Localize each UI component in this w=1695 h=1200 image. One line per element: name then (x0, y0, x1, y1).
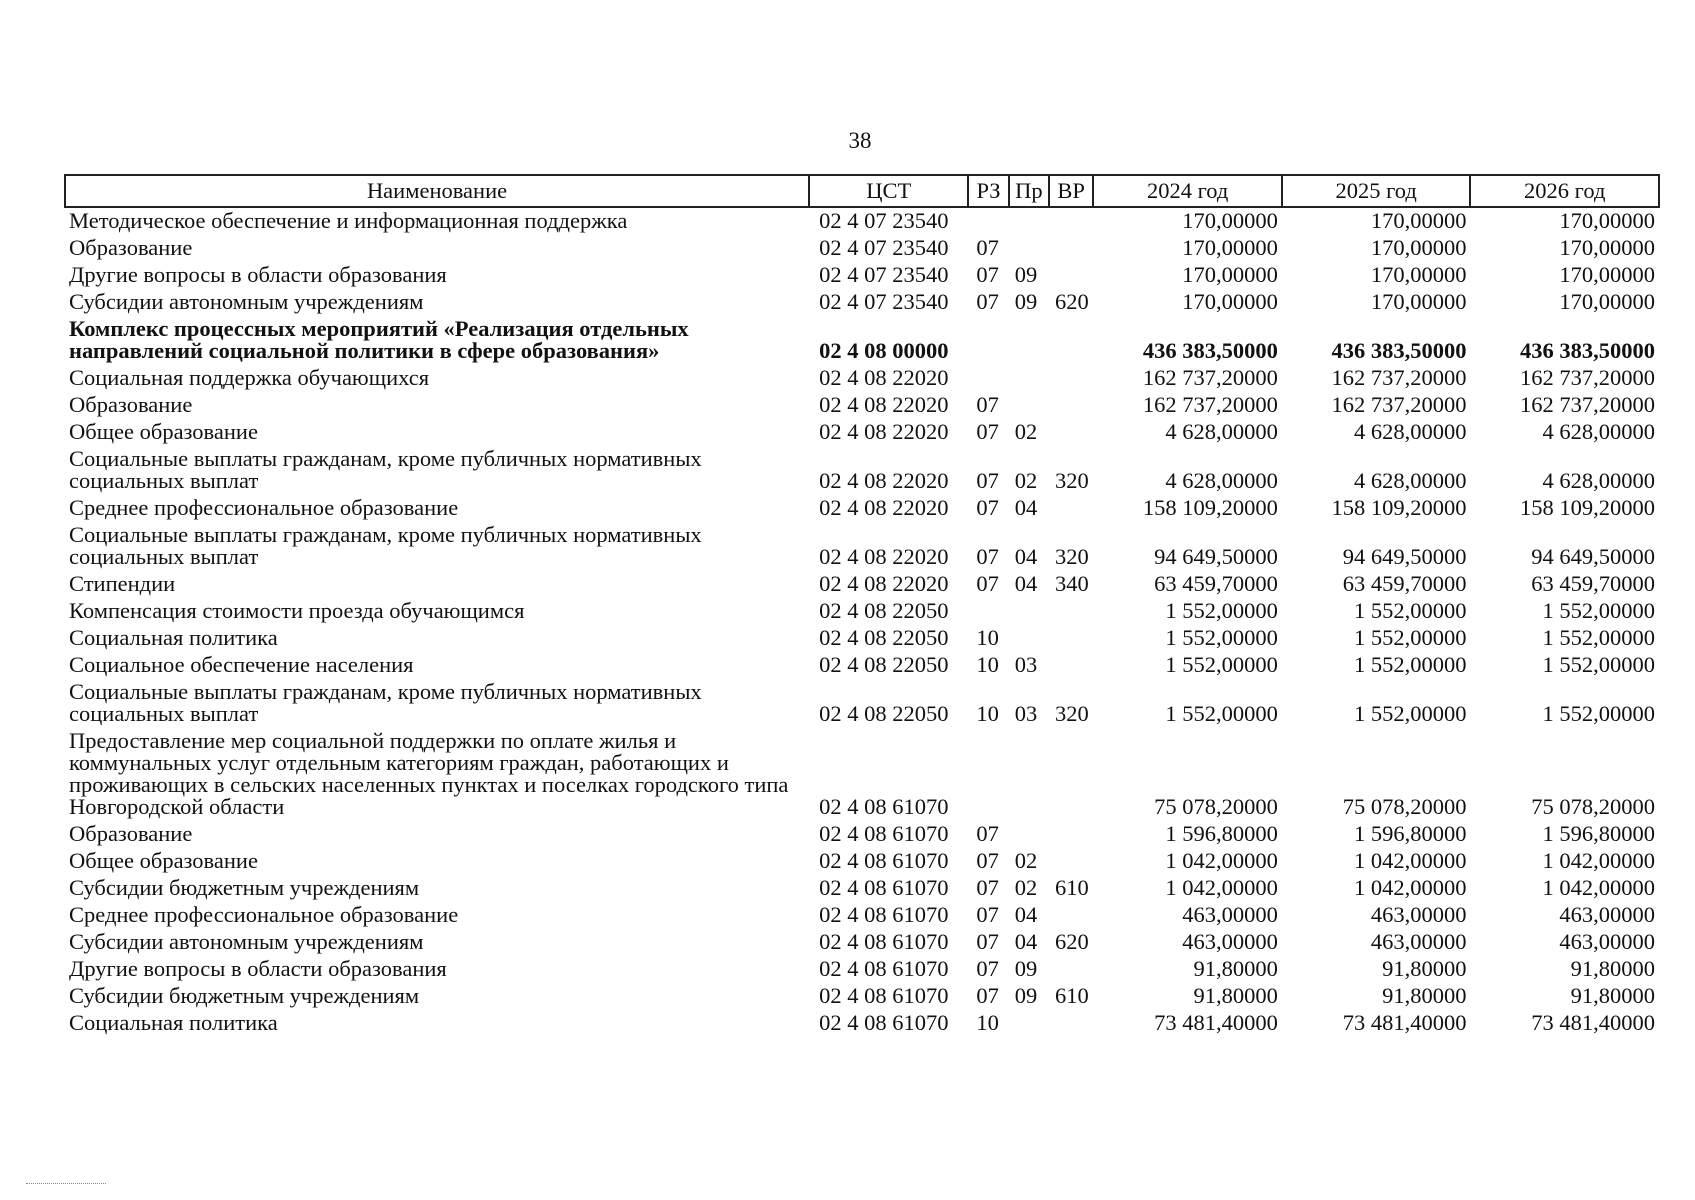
table-row (65, 848, 1659, 875)
cell-2024: 1 552,00000 (1165, 652, 1278, 677)
cell-vr (1049, 207, 1093, 235)
cell-2026: 170,00000 (1559, 208, 1655, 233)
cell-pr: 09 (1014, 983, 1038, 1008)
scan-artifact (26, 1183, 106, 1185)
cell-rz: 07 (976, 392, 999, 417)
cell-2026: 4 628,00000 (1542, 419, 1655, 444)
cell-cst: 02 4 08 61070 (819, 875, 949, 900)
cell-2026: 463,00000 (1559, 902, 1655, 927)
table-row (65, 902, 1659, 929)
cell-2025: 162 737,20000 (1331, 365, 1467, 390)
cell-2025: 73 481,40000 (1342, 1010, 1467, 1035)
cell-cst: 02 4 08 61070 (819, 929, 949, 954)
cell-2026: 463,00000 (1559, 929, 1655, 954)
cell-name: Общее образование (69, 419, 258, 444)
cell-name: Компенсация стоимости проезда обучающимся (69, 598, 525, 623)
cell-2026: 170,00000 (1559, 262, 1655, 287)
cell-2026: 73 481,40000 (1531, 1010, 1655, 1035)
cell-cst: 02 4 07 23540 (819, 235, 949, 260)
cell-rz: 10 (976, 1010, 999, 1035)
page-number: 38 (848, 128, 872, 153)
cell-2024: 1 552,00000 (1165, 701, 1278, 726)
column-header-2025: 2025 год (1282, 175, 1471, 207)
cell-vr (1049, 821, 1093, 848)
cell-name: Другие вопросы в области образования (69, 262, 447, 287)
cell-rz (968, 365, 1008, 392)
cell-name: Комплекс процессных мероприятий «Реализация отдельных направлений социальной политики в сфере образования» (69, 316, 689, 363)
cell-2024: 170,00000 (1182, 289, 1278, 314)
cell-rz: 07 (976, 902, 999, 927)
cell-name: Социальная поддержка обучающихся (69, 365, 430, 390)
cell-2025: 158 109,20000 (1331, 495, 1467, 520)
cell-vr (1049, 728, 1093, 821)
cell-vr (1049, 365, 1093, 392)
cell-name: Образование (69, 235, 193, 260)
cell-rz: 07 (976, 875, 999, 900)
cell-cst: 02 4 08 22020 (819, 544, 949, 569)
cell-rz: 07 (976, 956, 999, 981)
cell-cst: 02 4 07 23540 (819, 262, 949, 287)
cell-name: Субсидии автономным учреждениям (69, 929, 424, 954)
column-header-cst: ЦСТ (809, 175, 968, 207)
cell-pr (1009, 365, 1049, 392)
cell-vr (1049, 848, 1093, 875)
cell-2026: 75 078,20000 (1531, 794, 1655, 819)
cell-pr: 02 (1014, 848, 1038, 873)
cell-name: Социальная политика (69, 1010, 278, 1035)
cell-pr: 04 (1014, 544, 1038, 569)
cell-name: Другие вопросы в области образования (69, 956, 447, 981)
cell-2024: 91,80000 (1193, 956, 1278, 981)
table-row (65, 571, 1659, 598)
cell-rz: 10 (976, 652, 999, 677)
cell-2025: 463,00000 (1370, 929, 1467, 954)
cell-2026: 436 383,50000 (1520, 338, 1655, 363)
column-header-rz: РЗ (968, 175, 1008, 207)
table-row (65, 929, 1659, 956)
table-row (65, 262, 1659, 289)
cell-rz: 07 (976, 929, 999, 954)
cell-2025: 1 552,00000 (1353, 701, 1467, 726)
table-row (65, 522, 1659, 571)
cell-2025: 4 628,00000 (1353, 468, 1467, 493)
cell-2024: 162 737,20000 (1142, 392, 1278, 417)
cell-name: Предоставление мер социальной поддержки по оплате жилья и коммунальных услуг отдельным категориям граждан, работающих и проживающих в сельских населенных пунктах и поселках городского типа Новгородской области (69, 728, 789, 819)
cell-name: Субсидии бюджетным учреждениям (69, 875, 420, 900)
cell-name: Методическое обеспечение и информационная поддержка (69, 208, 628, 233)
cell-vr (1049, 652, 1093, 679)
cell-name: Общее образование (69, 848, 258, 873)
cell-name: Социальная политика (69, 625, 278, 650)
cell-2024: 73 481,40000 (1154, 1010, 1278, 1035)
cell-cst: 02 4 07 23540 (819, 289, 949, 314)
column-header-vr: ВР (1049, 175, 1093, 207)
cell-name: Субсидии автономным учреждениям (69, 289, 424, 314)
cell-2025: 162 737,20000 (1331, 392, 1467, 417)
cell-pr: 03 (1014, 652, 1038, 677)
cell-name: Среднее профессиональное образование (69, 495, 459, 520)
cell-cst: 02 4 08 22050 (819, 625, 949, 650)
cell-2026: 1 552,00000 (1542, 701, 1655, 726)
table-row (65, 983, 1659, 1010)
cell-cst: 02 4 08 00000 (819, 338, 949, 363)
cell-2026: 63 459,70000 (1531, 571, 1655, 596)
cell-name: Стипендии (69, 571, 176, 596)
cell-2024: 162 737,20000 (1142, 365, 1278, 390)
cell-2024: 158 109,20000 (1142, 495, 1278, 520)
cell-cst: 02 4 08 61070 (819, 956, 949, 981)
cell-2026: 158 109,20000 (1520, 495, 1655, 520)
cell-vr (1049, 902, 1093, 929)
budget-table (64, 174, 1660, 1037)
table-row (65, 598, 1659, 625)
cell-2026: 94 649,50000 (1531, 544, 1655, 569)
table-row (65, 728, 1659, 821)
cell-2024: 170,00000 (1182, 208, 1278, 233)
cell-name: Субсидии бюджетным учреждениям (69, 983, 420, 1008)
cell-cst: 02 4 08 22050 (819, 652, 949, 677)
cell-2026: 162 737,20000 (1520, 392, 1655, 417)
cell-cst: 02 4 08 22020 (819, 468, 949, 493)
table-row (65, 679, 1659, 728)
table-row (65, 289, 1659, 316)
cell-2025: 1 552,00000 (1353, 625, 1467, 650)
column-header-name: Наименование (65, 175, 809, 207)
cell-2026: 1 042,00000 (1542, 875, 1655, 900)
cell-pr: 04 (1014, 495, 1038, 520)
cell-pr (1009, 207, 1049, 235)
table-row (65, 392, 1659, 419)
cell-pr (1009, 235, 1049, 262)
cell-cst: 02 4 08 22020 (819, 392, 949, 417)
cell-2024: 436 383,50000 (1142, 338, 1278, 363)
cell-rz: 07 (976, 289, 999, 314)
cell-rz: 07 (976, 419, 999, 444)
cell-pr: 09 (1014, 262, 1038, 287)
table-row (65, 956, 1659, 983)
cell-2026: 170,00000 (1559, 235, 1655, 260)
cell-name: Социальные выплаты гражданам, кроме публичных нормативных социальных выплат (69, 522, 702, 569)
cell-2025: 1 552,00000 (1353, 652, 1467, 677)
cell-rz: 07 (976, 495, 999, 520)
cell-cst: 02 4 08 61070 (819, 821, 949, 846)
cell-cst: 02 4 08 61070 (819, 902, 949, 927)
cell-pr: 09 (1014, 289, 1038, 314)
cell-name: Социальное обеспечение населения (69, 652, 414, 677)
cell-2024: 1 596,80000 (1165, 821, 1278, 846)
cell-vr (1049, 419, 1093, 446)
cell-vr (1049, 316, 1093, 365)
table-row (65, 235, 1659, 262)
cell-vr: 610 (1055, 983, 1089, 1008)
cell-rz: 07 (976, 235, 999, 260)
cell-vr (1049, 956, 1093, 983)
cell-pr (1009, 598, 1049, 625)
cell-2026: 1 552,00000 (1542, 625, 1655, 650)
cell-2025: 63 459,70000 (1342, 571, 1467, 596)
cell-name: Среднее профессиональное образование (69, 902, 459, 927)
table-row (65, 419, 1659, 446)
cell-2024: 1 552,00000 (1165, 625, 1278, 650)
table-row (65, 625, 1659, 652)
cell-cst: 02 4 08 61070 (819, 848, 949, 873)
cell-rz: 07 (976, 571, 999, 596)
cell-2025: 75 078,20000 (1342, 794, 1467, 819)
cell-2026: 170,00000 (1559, 289, 1655, 314)
cell-rz (968, 598, 1008, 625)
cell-2024: 63 459,70000 (1154, 571, 1278, 596)
column-header-2026: 2026 год (1470, 175, 1659, 207)
cell-vr: 610 (1055, 875, 1089, 900)
cell-2024: 94 649,50000 (1154, 544, 1278, 569)
cell-2025: 4 628,00000 (1353, 419, 1467, 444)
cell-2024: 1 042,00000 (1165, 848, 1278, 873)
cell-vr: 320 (1055, 544, 1089, 569)
cell-vr (1049, 235, 1093, 262)
cell-name: Образование (69, 392, 193, 417)
cell-cst: 02 4 08 61070 (819, 794, 949, 819)
cell-2025: 170,00000 (1370, 262, 1467, 287)
cell-pr: 02 (1014, 875, 1038, 900)
cell-cst: 02 4 07 23540 (819, 208, 949, 233)
cell-pr: 04 (1014, 571, 1038, 596)
cell-cst: 02 4 08 22020 (819, 495, 949, 520)
cell-pr: 04 (1014, 902, 1038, 927)
cell-cst: 02 4 08 22050 (819, 598, 949, 623)
cell-cst: 02 4 08 22020 (819, 365, 949, 390)
table-row (65, 316, 1659, 365)
cell-rz: 07 (976, 983, 999, 1008)
table-row (65, 821, 1659, 848)
cell-pr (1009, 1010, 1049, 1037)
table-row (65, 365, 1659, 392)
table-row (65, 495, 1659, 522)
cell-name: Образование (69, 821, 193, 846)
cell-2025: 170,00000 (1370, 235, 1467, 260)
cell-2024: 91,80000 (1193, 983, 1278, 1008)
cell-2025: 463,00000 (1370, 902, 1467, 927)
cell-2026: 91,80000 (1570, 983, 1655, 1008)
cell-2025: 436 383,50000 (1331, 338, 1467, 363)
cell-vr: 620 (1055, 289, 1089, 314)
cell-rz: 10 (976, 701, 999, 726)
table-row (65, 875, 1659, 902)
cell-name: Социальные выплаты гражданам, кроме публичных нормативных социальных выплат (69, 446, 702, 493)
cell-rz: 07 (976, 848, 999, 873)
cell-2025: 94 649,50000 (1342, 544, 1467, 569)
cell-cst: 02 4 08 61070 (819, 1010, 949, 1035)
column-header-pr: Пр (1009, 175, 1049, 207)
cell-rz: 10 (976, 625, 999, 650)
cell-vr (1049, 598, 1093, 625)
cell-2026: 1 552,00000 (1542, 598, 1655, 623)
cell-2025: 91,80000 (1382, 983, 1467, 1008)
cell-2025: 170,00000 (1370, 208, 1467, 233)
cell-2026: 1 596,80000 (1542, 821, 1655, 846)
cell-2026: 1 042,00000 (1542, 848, 1655, 873)
cell-pr (1009, 316, 1049, 365)
table-row (65, 207, 1659, 235)
cell-rz: 07 (976, 468, 999, 493)
cell-vr: 340 (1055, 571, 1089, 596)
table-row (65, 446, 1659, 495)
cell-2026: 4 628,00000 (1542, 468, 1655, 493)
cell-pr: 03 (1014, 701, 1038, 726)
cell-vr (1049, 625, 1093, 652)
cell-vr: 320 (1055, 701, 1089, 726)
cell-rz (968, 316, 1008, 365)
cell-pr: 02 (1014, 419, 1038, 444)
cell-2024: 170,00000 (1182, 235, 1278, 260)
cell-vr (1049, 392, 1093, 419)
cell-2024: 75 078,20000 (1154, 794, 1278, 819)
cell-cst: 02 4 08 22020 (819, 419, 949, 444)
table-row (65, 652, 1659, 679)
cell-rz: 07 (976, 262, 999, 287)
cell-cst: 02 4 08 22050 (819, 701, 949, 726)
cell-2024: 1 042,00000 (1165, 875, 1278, 900)
cell-2024: 4 628,00000 (1165, 468, 1278, 493)
cell-2026: 91,80000 (1570, 956, 1655, 981)
cell-2025: 170,00000 (1370, 289, 1467, 314)
cell-2024: 463,00000 (1182, 929, 1278, 954)
cell-name: Социальные выплаты гражданам, кроме публичных нормативных социальных выплат (69, 679, 702, 726)
cell-pr: 04 (1014, 929, 1038, 954)
table-header-row (65, 175, 1659, 207)
cell-pr (1009, 392, 1049, 419)
cell-rz (968, 728, 1008, 821)
table-row (65, 1010, 1659, 1037)
cell-2026: 162 737,20000 (1520, 365, 1655, 390)
cell-2025: 1 552,00000 (1353, 598, 1467, 623)
cell-2025: 1 596,80000 (1353, 821, 1467, 846)
cell-2024: 1 552,00000 (1165, 598, 1278, 623)
cell-rz: 07 (976, 821, 999, 846)
cell-pr (1009, 728, 1049, 821)
cell-rz: 07 (976, 544, 999, 569)
cell-2024: 4 628,00000 (1165, 419, 1278, 444)
cell-pr (1009, 625, 1049, 652)
cell-2026: 1 552,00000 (1542, 652, 1655, 677)
cell-vr (1049, 495, 1093, 522)
cell-2024: 170,00000 (1182, 262, 1278, 287)
table-body (65, 207, 1659, 1037)
cell-vr: 620 (1055, 929, 1089, 954)
cell-2024: 463,00000 (1182, 902, 1278, 927)
cell-pr: 09 (1014, 956, 1038, 981)
cell-2025: 1 042,00000 (1353, 848, 1467, 873)
cell-2025: 91,80000 (1382, 956, 1467, 981)
cell-pr (1009, 821, 1049, 848)
column-header-2024: 2024 год (1093, 175, 1282, 207)
cell-cst: 02 4 08 61070 (819, 983, 949, 1008)
cell-2025: 1 042,00000 (1353, 875, 1467, 900)
cell-vr (1049, 262, 1093, 289)
cell-cst: 02 4 08 22020 (819, 571, 949, 596)
cell-pr: 02 (1014, 468, 1038, 493)
cell-vr: 320 (1055, 468, 1089, 493)
cell-rz (968, 207, 1008, 235)
cell-vr (1049, 1010, 1093, 1037)
